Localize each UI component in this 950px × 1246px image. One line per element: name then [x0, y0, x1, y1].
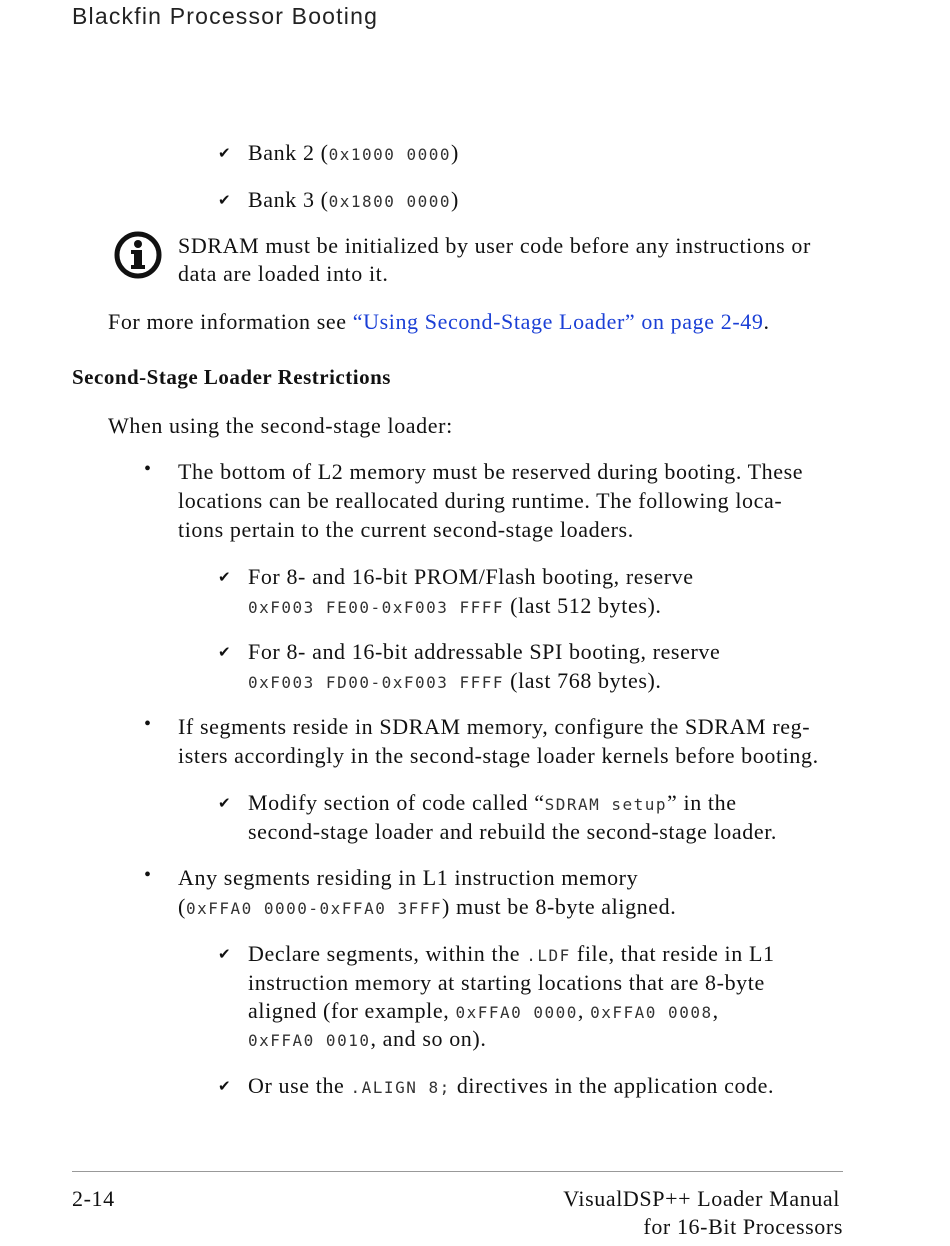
sdram-setup-pre: Modify section of code called “ — [248, 790, 545, 815]
bank2-address: 0x1000 0000 — [328, 145, 452, 164]
l1-range-rest: ) must be 8-byte aligned. — [442, 894, 677, 919]
aligned-example-post: , and so on). — [370, 1026, 487, 1051]
bullet2-line-2: isters accordingly in the second-stage loader kernels before booting. — [178, 743, 819, 768]
prom-reserved-note: (last 512 bytes). — [504, 593, 662, 618]
bank3-label: Bank 3 ( — [248, 187, 329, 212]
bullet-icon: • — [144, 864, 152, 886]
manual-title-line-1: VisualDSP++ Loader Manual — [563, 1186, 840, 1211]
bullet3-line-1: Any segments residing in L1 instruction memory — [178, 865, 639, 890]
address-separator: , — [577, 998, 591, 1023]
address-example-b: 0xFFA0 0008 — [590, 1003, 713, 1022]
cross-reference-link[interactable]: “Using Second-Stage Loader” on page 2-49 — [352, 309, 764, 334]
address-example-a: 0xFFA0 0000 — [455, 1003, 578, 1022]
bullet3-sub1-line-1 — [248, 939, 775, 970]
bullet2-sub1-line-2: second-stage loader and rebuild the second-stage loader. — [248, 819, 778, 844]
more-info-prefix: For more information see — [108, 309, 353, 334]
bullet2-sub1-line-1 — [248, 788, 737, 819]
bullet1-line-1: The bottom of L2 memory must be reserved during booting. These — [178, 459, 804, 484]
address-comma: , — [712, 998, 719, 1023]
section-heading: Second-Stage Loader Restrictions — [72, 365, 391, 389]
bullet1-line-3: tions pertain to the current second-stage loaders. — [178, 517, 634, 542]
spi-reserved-range: 0xF003 FD00-0xF003 FFFF — [248, 673, 505, 692]
more-info-suffix: . — [763, 309, 770, 334]
bullet3-sub1-line-4 — [248, 1024, 486, 1055]
bank2-close: ) — [451, 140, 459, 165]
align-directive-code: .ALIGN 8; — [350, 1078, 451, 1097]
bank3-close: ) — [451, 187, 459, 212]
address-example-c: 0xFFA0 0010 — [248, 1031, 371, 1050]
bullet2-line-1: If segments reside in SDRAM memory, configure the SDRAM reg- — [178, 714, 811, 739]
bank2-item — [248, 138, 459, 169]
bullet3-sub2-line-1 — [248, 1071, 774, 1102]
footer-divider — [72, 1171, 843, 1172]
checkmark-icon: ✔ — [218, 794, 231, 812]
note-line-1: SDRAM must be initialized by user code before any instructions or — [178, 233, 811, 258]
checkmark-icon: ✔ — [218, 568, 231, 586]
bullet3-line-2 — [178, 892, 676, 923]
note-line-2: data are loaded into it. — [178, 261, 389, 286]
checkmark-icon: ✔ — [218, 144, 231, 162]
aligned-example-pre: aligned (for example, — [248, 998, 456, 1023]
checkmark-icon: ✔ — [218, 191, 231, 209]
bullet1-sub2-line-1: For 8- and 16-bit addressable SPI booting, reserve — [248, 639, 721, 664]
checkmark-icon: ✔ — [218, 1077, 231, 1095]
bullet-icon: • — [144, 713, 152, 735]
prom-reserved-range: 0xF003 FE00-0xF003 FFFF — [248, 598, 505, 617]
align-post: directives in the application code. — [450, 1073, 775, 1098]
ldf-code: .LDF — [526, 946, 571, 965]
bullet1-sub1-line-1: For 8- and 16-bit PROM/Flash booting, reserve — [248, 564, 694, 589]
bank2-label: Bank 2 ( — [248, 140, 329, 165]
page-number: 2-14 — [72, 1186, 115, 1211]
more-info-paragraph — [108, 307, 770, 336]
section-intro: When using the second-stage loader: — [108, 413, 453, 438]
sdram-setup-post: ” in the — [667, 790, 737, 815]
bullet-icon: • — [144, 458, 152, 480]
bank3-address: 0x1800 0000 — [328, 192, 452, 211]
manual-title-line-2: for 16-Bit Processors — [643, 1214, 843, 1239]
bullet3-sub1-line-3 — [248, 996, 719, 1027]
declare-post: file, that reside in L1 — [570, 941, 775, 966]
declare-pre: Declare segments, within the — [248, 941, 527, 966]
checkmark-icon: ✔ — [218, 945, 231, 963]
running-title: Blackfin Processor Booting — [72, 3, 379, 29]
info-icon — [113, 230, 163, 280]
bullet1-line-2: locations can be reallocated during runtime. The following loca- — [178, 488, 783, 513]
bullet1-sub2-line-2 — [248, 666, 662, 697]
sdram-setup-code: SDRAM setup — [544, 795, 668, 814]
bullet3-sub1-line-2: instruction memory at starting locations that are 8-byte — [248, 970, 765, 995]
spi-reserved-note: (last 768 bytes). — [504, 668, 662, 693]
l1-instruction-range: 0xFFA0 0000-0xFFA0 3FFF — [185, 899, 442, 918]
l1-range-open: ( — [178, 894, 186, 919]
bullet1-sub1-line-2 — [248, 591, 662, 622]
bank3-item — [248, 185, 459, 216]
checkmark-icon: ✔ — [218, 643, 231, 661]
align-pre: Or use the — [248, 1073, 351, 1098]
